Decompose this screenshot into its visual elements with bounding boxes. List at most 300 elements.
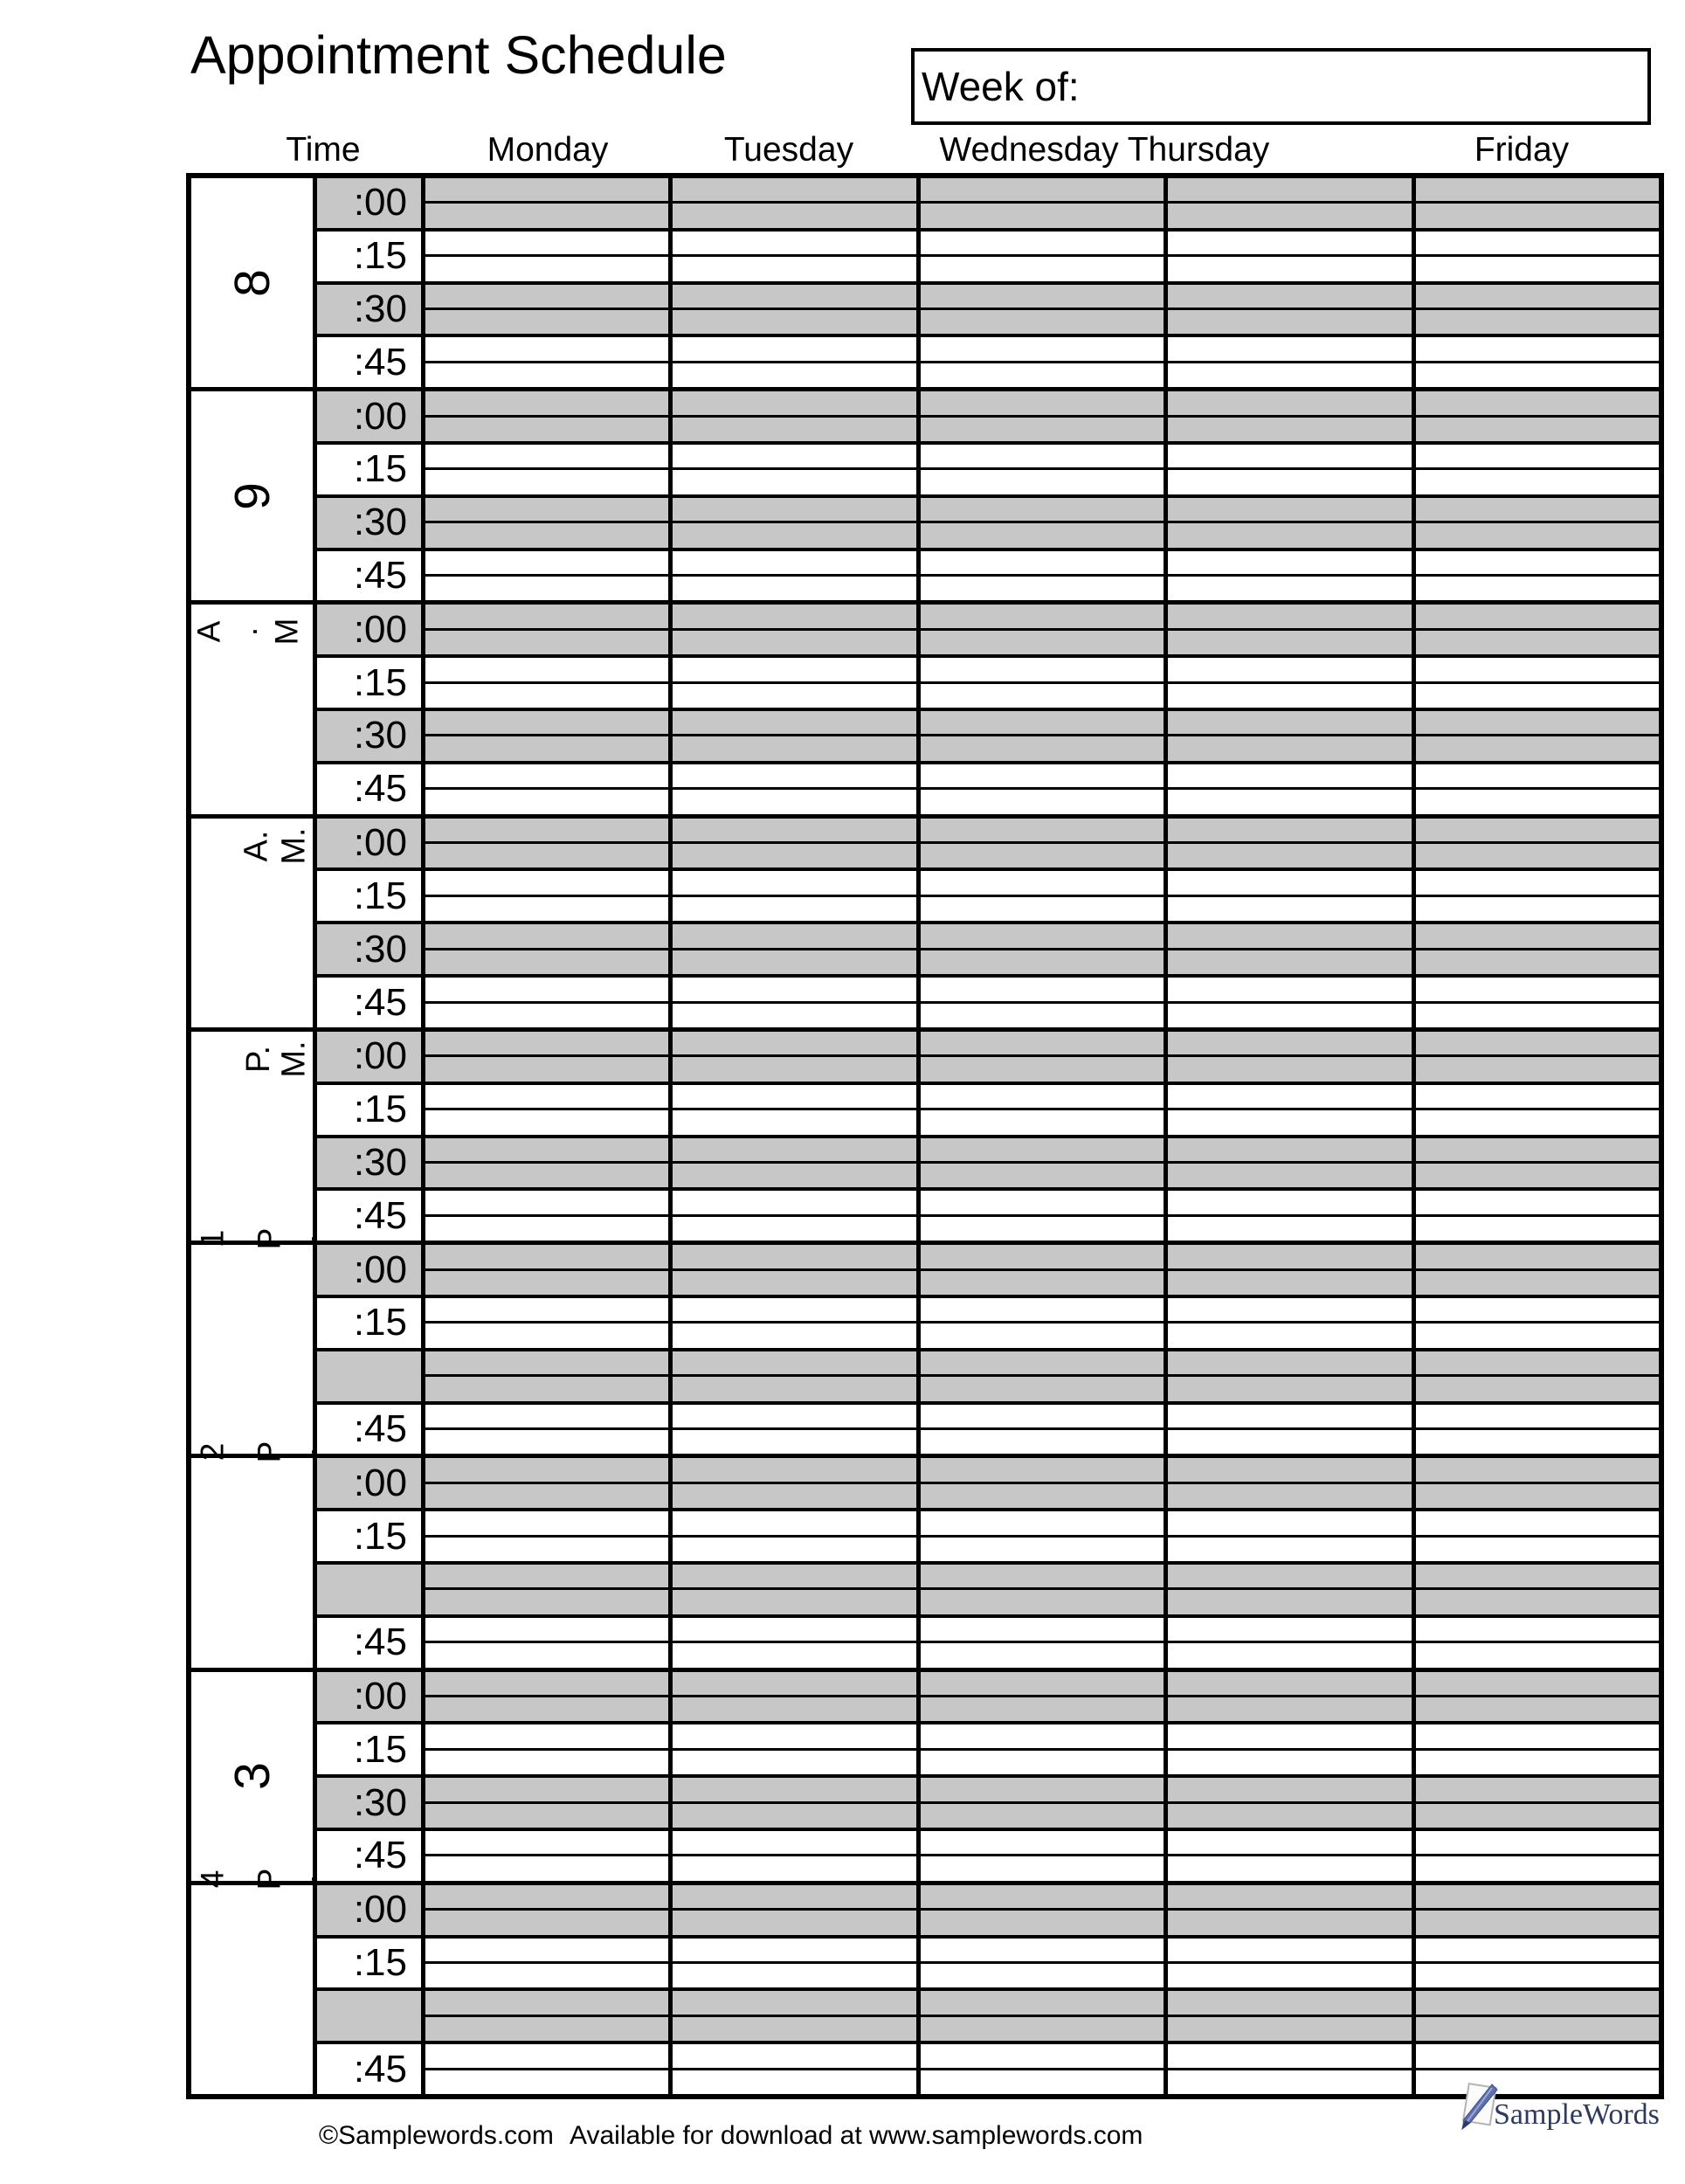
hour-block <box>191 1868 1659 2094</box>
day-cell-tuesday[interactable] <box>673 1991 920 2041</box>
day-cell-friday[interactable] <box>1416 1618 1659 1668</box>
day-cell-friday[interactable] <box>1416 764 1659 814</box>
hour-label-cell <box>191 391 317 600</box>
day-cell-monday[interactable] <box>425 1885 673 1935</box>
day-cell-thursday[interactable] <box>1168 1458 1415 1508</box>
day-cell-friday[interactable] <box>1416 1885 1659 1935</box>
time-slot-row <box>317 761 1659 814</box>
day-cell-tuesday[interactable] <box>673 978 920 1027</box>
ampm-label <box>238 822 313 871</box>
time-slot-label: :45 <box>317 2044 425 2094</box>
time-slot-row <box>317 391 1659 441</box>
day-cell-thursday[interactable] <box>1168 1618 1415 1668</box>
day-cell-friday[interactable] <box>1416 337 1659 387</box>
day-cell-tuesday[interactable] <box>673 1405 920 1455</box>
time-slot-label: :00 <box>317 605 425 654</box>
day-cell-thursday[interactable] <box>1168 1778 1415 1828</box>
day-cell-wednesday[interactable] <box>921 1991 1168 2041</box>
time-slot-row <box>317 1401 1659 1455</box>
day-cell-tuesday[interactable] <box>673 871 920 921</box>
time-slot-label: :30 <box>317 1778 425 1828</box>
day-cell-monday[interactable] <box>425 285 673 335</box>
day-cell-thursday[interactable] <box>1168 605 1415 654</box>
day-cell-thursday[interactable] <box>1168 1831 1415 1881</box>
day-cell-wednesday[interactable] <box>921 1405 1168 1455</box>
hour-label-char: P <box>250 1227 287 1250</box>
hour-label: 3 <box>224 1762 280 1790</box>
time-slot-row <box>317 1295 1659 1348</box>
hour-label-char: . <box>287 1874 323 1883</box>
day-cell-tuesday[interactable] <box>673 285 920 335</box>
time-slot-row <box>317 1987 1659 2041</box>
day-cell-thursday[interactable] <box>1168 391 1415 441</box>
week-of-label: Week of: <box>922 64 1080 109</box>
clipped-hour-label <box>191 1868 323 1896</box>
day-cell-thursday[interactable] <box>1168 551 1415 601</box>
time-slot-label: :00 <box>317 1458 425 1508</box>
day-cell-monday[interactable] <box>425 1458 673 1508</box>
day-cell-friday[interactable] <box>1416 924 1659 974</box>
samplewords-logo <box>1450 2083 1660 2133</box>
time-slot-label: :15 <box>317 445 425 494</box>
hour-label-char: M. <box>275 827 313 865</box>
day-cell-monday[interactable] <box>425 658 673 708</box>
day-cell-wednesday[interactable] <box>921 978 1168 1027</box>
column-header-tuesday: Tuesday <box>723 131 854 169</box>
day-cell-wednesday[interactable] <box>921 819 1168 868</box>
day-cell-monday[interactable] <box>425 498 673 548</box>
day-cell-wednesday[interactable] <box>921 232 1168 281</box>
day-cell-monday[interactable] <box>425 605 673 654</box>
time-slot-row <box>317 281 1659 335</box>
day-cell-friday[interactable] <box>1416 1939 1659 1988</box>
week-of-box <box>911 48 1651 125</box>
hour-label-cell <box>191 1032 317 1241</box>
day-cell-tuesday[interactable] <box>673 1565 920 1614</box>
time-slot-row <box>317 654 1659 708</box>
time-slot-label: :45 <box>317 978 425 1027</box>
day-cell-monday[interactable] <box>425 924 673 974</box>
day-cell-thursday[interactable] <box>1168 232 1415 281</box>
day-cell-wednesday[interactable] <box>921 1351 1168 1401</box>
day-cell-wednesday[interactable] <box>921 1565 1168 1614</box>
day-cell-tuesday[interactable] <box>673 1885 920 1935</box>
day-cell-friday[interactable] <box>1416 978 1659 1027</box>
day-cell-monday[interactable] <box>425 1351 673 1401</box>
column-header-friday: Friday <box>1474 131 1570 169</box>
day-cell-monday[interactable] <box>425 551 673 601</box>
day-cell-friday[interactable] <box>1416 658 1659 708</box>
day-cell-monday[interactable] <box>425 337 673 387</box>
hour-label-char: A. <box>238 830 275 862</box>
time-slot-row <box>317 1561 1659 1614</box>
day-cell-wednesday[interactable] <box>921 1032 1168 1082</box>
time-slot-label: :45 <box>317 337 425 387</box>
time-slot-label: :15 <box>317 1511 425 1561</box>
day-cell-wednesday[interactable] <box>921 1672 1168 1722</box>
time-slot-label <box>317 1565 425 1614</box>
time-slot-row <box>317 1245 1659 1295</box>
day-cell-friday[interactable] <box>1416 1565 1659 1614</box>
time-slot-label <box>317 1351 425 1401</box>
day-cell-wednesday[interactable] <box>921 337 1168 387</box>
hour-block <box>191 1227 1659 1457</box>
day-cell-monday[interactable] <box>425 391 673 441</box>
day-cell-friday[interactable] <box>1416 1672 1659 1722</box>
ampm-label <box>239 1035 313 1084</box>
page-title: Appointment Schedule <box>190 25 727 85</box>
day-cell-wednesday[interactable] <box>921 711 1168 761</box>
day-cell-monday[interactable] <box>425 232 673 281</box>
day-cell-wednesday[interactable] <box>921 605 1168 654</box>
time-slot-label: :30 <box>317 285 425 335</box>
day-cell-thursday[interactable] <box>1168 1405 1415 1455</box>
hour-block <box>191 600 1659 813</box>
day-cell-wednesday[interactable] <box>921 1511 1168 1561</box>
day-cell-wednesday[interactable] <box>921 498 1168 548</box>
column-header-thursday: Thursday <box>1127 131 1270 169</box>
day-cell-wednesday[interactable] <box>921 1831 1168 1881</box>
day-cell-friday[interactable] <box>1416 711 1659 761</box>
day-cell-thursday[interactable] <box>1168 1565 1415 1614</box>
day-cell-monday[interactable] <box>425 819 673 868</box>
day-cell-tuesday[interactable] <box>673 819 920 868</box>
day-cell-monday[interactable] <box>425 1939 673 1988</box>
day-cell-thursday[interactable] <box>1168 711 1415 761</box>
day-cell-friday[interactable] <box>1416 551 1659 601</box>
day-cell-tuesday[interactable] <box>673 764 920 814</box>
day-cell-thursday[interactable] <box>1168 1885 1415 1935</box>
time-slot-row <box>317 1721 1659 1774</box>
day-cell-tuesday[interactable] <box>673 1724 920 1774</box>
day-cell-thursday[interactable] <box>1168 1511 1415 1561</box>
hour-label-cell <box>191 1441 323 1667</box>
time-slot-row <box>317 867 1659 921</box>
day-cell-tuesday[interactable] <box>673 1138 920 1188</box>
day-cell-wednesday[interactable] <box>921 1245 1168 1295</box>
time-slot-label: :45 <box>317 1405 425 1455</box>
hour-block <box>191 387 1659 600</box>
day-cell-thursday[interactable] <box>1168 178 1415 228</box>
day-cell-tuesday[interactable] <box>673 1191 920 1241</box>
day-cell-friday[interactable] <box>1416 1138 1659 1188</box>
time-slot-row <box>317 178 1659 228</box>
time-slot-row <box>317 1032 1659 1082</box>
day-cell-thursday[interactable] <box>1168 1298 1415 1348</box>
hour-label-cell <box>191 1227 323 1454</box>
day-cell-tuesday[interactable] <box>673 337 920 387</box>
day-cell-wednesday[interactable] <box>921 445 1168 494</box>
day-cell-monday[interactable] <box>425 1405 673 1455</box>
hour-label-cell <box>191 178 317 387</box>
day-cell-monday[interactable] <box>425 1085 673 1135</box>
day-cell-wednesday[interactable] <box>921 1191 1168 1241</box>
day-cell-monday[interactable] <box>425 1511 673 1561</box>
ampm-label <box>190 608 305 655</box>
day-cell-thursday[interactable] <box>1168 1032 1415 1082</box>
day-cell-wednesday[interactable] <box>921 1298 1168 1348</box>
day-cell-tuesday[interactable] <box>673 1831 920 1881</box>
hour-label-char: A <box>190 621 227 643</box>
day-cell-monday[interactable] <box>425 764 673 814</box>
time-slot-row <box>317 548 1659 601</box>
day-cell-tuesday[interactable] <box>673 2044 920 2094</box>
day-cell-tuesday[interactable] <box>673 924 920 974</box>
day-cell-monday[interactable] <box>425 1991 673 2041</box>
day-cell-tuesday[interactable] <box>673 605 920 654</box>
day-cell-friday[interactable] <box>1416 1511 1659 1561</box>
day-cell-tuesday[interactable] <box>673 498 920 548</box>
copyright-text: ©Samplewords.com <box>319 2121 554 2150</box>
day-cell-thursday[interactable] <box>1168 978 1415 1027</box>
time-slot-row <box>317 1508 1659 1561</box>
day-cell-thursday[interactable] <box>1168 1351 1415 1401</box>
day-cell-wednesday[interactable] <box>921 871 1168 921</box>
hour-label-char: . <box>228 627 265 637</box>
day-cell-wednesday[interactable] <box>921 551 1168 601</box>
day-cell-monday[interactable] <box>425 1245 673 1295</box>
day-cell-thursday[interactable] <box>1168 445 1415 494</box>
time-slot-label: :45 <box>317 764 425 814</box>
day-cell-thursday[interactable] <box>1168 1138 1415 1188</box>
day-cell-monday[interactable] <box>425 1191 673 1241</box>
hour-block <box>191 1441 1659 1667</box>
time-slot-label: :15 <box>317 1298 425 1348</box>
day-cell-wednesday[interactable] <box>921 2044 1168 2094</box>
hour-block <box>191 814 1659 1027</box>
time-slot-row <box>317 441 1659 494</box>
time-slot-row <box>317 1672 1659 1722</box>
day-cell-tuesday[interactable] <box>673 1778 920 1828</box>
time-slot-row <box>317 334 1659 387</box>
day-cell-thursday[interactable] <box>1168 1939 1415 1988</box>
day-cell-friday[interactable] <box>1416 1245 1659 1295</box>
day-cell-monday[interactable] <box>425 178 673 228</box>
day-cell-monday[interactable] <box>425 871 673 921</box>
time-slot-row <box>317 708 1659 761</box>
day-cell-tuesday[interactable] <box>673 445 920 494</box>
time-slot-label <box>317 1991 425 2041</box>
day-cell-friday[interactable] <box>1416 1458 1659 1508</box>
time-slot-label: :00 <box>317 391 425 441</box>
day-cell-monday[interactable] <box>425 978 673 1027</box>
day-cell-thursday[interactable] <box>1168 1724 1415 1774</box>
day-cell-friday[interactable] <box>1416 285 1659 335</box>
day-cell-tuesday[interactable] <box>673 658 920 708</box>
day-cell-friday[interactable] <box>1416 1724 1659 1774</box>
day-cell-thursday[interactable] <box>1168 871 1415 921</box>
time-slot-label: :15 <box>317 871 425 921</box>
day-cell-monday[interactable] <box>425 1618 673 1668</box>
day-cell-tuesday[interactable] <box>673 1511 920 1561</box>
time-slot-label: :00 <box>317 1885 425 1935</box>
hour-label-char: . <box>287 1234 323 1244</box>
time-slot-row <box>317 1135 1659 1188</box>
day-cell-monday[interactable] <box>425 1565 673 1614</box>
day-cell-monday[interactable] <box>425 1298 673 1348</box>
day-cell-friday[interactable] <box>1416 1298 1659 1348</box>
hour-block <box>191 1668 1659 1881</box>
day-cell-wednesday[interactable] <box>921 391 1168 441</box>
day-cell-monday[interactable] <box>425 711 673 761</box>
time-slot-row <box>317 974 1659 1027</box>
day-cell-friday[interactable] <box>1416 178 1659 228</box>
time-slot-label: :00 <box>317 1245 425 1295</box>
day-cell-friday[interactable] <box>1416 445 1659 494</box>
day-cell-monday[interactable] <box>425 1778 673 1828</box>
day-cell-thursday[interactable] <box>1168 819 1415 868</box>
time-slot-label: :00 <box>317 1672 425 1722</box>
time-slot-row <box>317 1187 1659 1241</box>
time-slot-row <box>317 1774 1659 1828</box>
day-cell-thursday[interactable] <box>1168 1672 1415 1722</box>
day-cell-friday[interactable] <box>1416 1831 1659 1881</box>
column-header-time: Time <box>286 131 361 169</box>
day-cell-friday[interactable] <box>1416 605 1659 654</box>
day-cell-wednesday[interactable] <box>921 178 1168 228</box>
day-cell-wednesday[interactable] <box>921 285 1168 335</box>
day-cell-tuesday[interactable] <box>673 391 920 441</box>
day-cell-wednesday[interactable] <box>921 764 1168 814</box>
time-slot-row <box>317 1458 1659 1508</box>
day-cell-thursday[interactable] <box>1168 764 1415 814</box>
time-slot-label: :15 <box>317 1939 425 1988</box>
day-cell-tuesday[interactable] <box>673 711 920 761</box>
day-cell-wednesday[interactable] <box>921 1458 1168 1508</box>
hour-label-cell <box>191 1672 317 1881</box>
time-slot-label: :45 <box>317 1618 425 1668</box>
time-slot-label: :15 <box>317 232 425 281</box>
day-cell-friday[interactable] <box>1416 1191 1659 1241</box>
day-cell-tuesday[interactable] <box>673 1351 920 1401</box>
day-cell-tuesday[interactable] <box>673 1618 920 1668</box>
time-slot-label: :00 <box>317 1032 425 1082</box>
time-slot-label: :30 <box>317 711 425 761</box>
week-of-input[interactable] <box>1080 52 1647 121</box>
time-slot-label: :45 <box>317 551 425 601</box>
time-slot-label: :30 <box>317 1138 425 1188</box>
column-header-wednesday: Wednesday <box>939 131 1119 169</box>
hour-label-char: . <box>287 1448 323 1457</box>
day-cell-tuesday[interactable] <box>673 1672 920 1722</box>
hour-label-cell <box>191 819 317 1027</box>
time-slot-label: :30 <box>317 924 425 974</box>
download-note: Available for download at www.samplewords.com <box>570 2121 1143 2150</box>
time-slot-row <box>317 1348 1659 1401</box>
day-cell-wednesday[interactable] <box>921 1085 1168 1135</box>
time-slot-row <box>317 1828 1659 1881</box>
day-cell-thursday[interactable] <box>1168 1245 1415 1295</box>
hour-label-cell <box>191 605 317 813</box>
time-slot-label: :00 <box>317 178 425 228</box>
day-cell-tuesday[interactable] <box>673 1939 920 1988</box>
day-cell-monday[interactable] <box>425 2044 673 2094</box>
time-slot-row <box>317 1082 1659 1135</box>
day-cell-wednesday[interactable] <box>921 1618 1168 1668</box>
day-cell-monday[interactable] <box>425 1724 673 1774</box>
day-cell-thursday[interactable] <box>1168 2044 1415 2094</box>
time-slot-row <box>317 494 1659 548</box>
day-cell-friday[interactable] <box>1416 1032 1659 1082</box>
time-slot-label: :45 <box>317 1831 425 1881</box>
time-slot-row <box>317 819 1659 868</box>
day-cell-tuesday[interactable] <box>673 178 920 228</box>
hour-label-char: 2 <box>194 1443 231 1462</box>
clipped-hour-label <box>191 1227 323 1255</box>
day-cell-tuesday[interactable] <box>673 1032 920 1082</box>
day-cell-tuesday[interactable] <box>673 232 920 281</box>
day-cell-friday[interactable] <box>1416 871 1659 921</box>
day-cell-tuesday[interactable] <box>673 1085 920 1135</box>
day-cell-friday[interactable] <box>1416 391 1659 441</box>
day-cell-thursday[interactable] <box>1168 1085 1415 1135</box>
day-cell-friday[interactable] <box>1416 498 1659 548</box>
time-slot-label: :00 <box>317 819 425 868</box>
time-slot-row <box>317 1614 1659 1668</box>
day-cell-monday[interactable] <box>425 445 673 494</box>
day-cell-friday[interactable] <box>1416 1351 1659 1401</box>
day-cell-tuesday[interactable] <box>673 1245 920 1295</box>
day-cell-friday[interactable] <box>1416 232 1659 281</box>
hour-label-char: 1 <box>194 1229 231 1248</box>
hour-label-char: P. <box>239 1046 277 1074</box>
day-cell-friday[interactable] <box>1416 1778 1659 1828</box>
schedule-table <box>186 173 1664 2099</box>
hour-label: 9 <box>224 481 280 510</box>
day-cell-wednesday[interactable] <box>921 1778 1168 1828</box>
hour-label-char: M. <box>275 1040 313 1078</box>
hour-label-char: P <box>250 1441 287 1463</box>
day-cell-thursday[interactable] <box>1168 924 1415 974</box>
day-cell-monday[interactable] <box>425 1032 673 1082</box>
day-cell-thursday[interactable] <box>1168 1191 1415 1241</box>
time-slot-label: :30 <box>317 498 425 548</box>
day-cell-monday[interactable] <box>425 1672 673 1722</box>
hour-label-cell <box>191 1868 323 2094</box>
time-slot-row <box>317 605 1659 654</box>
day-cell-monday[interactable] <box>425 1138 673 1188</box>
day-cell-thursday[interactable] <box>1168 337 1415 387</box>
time-slot-label: :15 <box>317 658 425 708</box>
day-cell-wednesday[interactable] <box>921 658 1168 708</box>
hour-block <box>191 1027 1659 1244</box>
day-cell-wednesday[interactable] <box>921 1138 1168 1188</box>
day-cell-wednesday[interactable] <box>921 1724 1168 1774</box>
day-cell-tuesday[interactable] <box>673 1458 920 1508</box>
day-cell-friday[interactable] <box>1416 819 1659 868</box>
day-cell-friday[interactable] <box>1416 1085 1659 1135</box>
time-slot-label: :15 <box>317 1085 425 1135</box>
day-cell-thursday[interactable] <box>1168 1991 1415 2041</box>
time-slot-row <box>317 921 1659 974</box>
day-cell-wednesday[interactable] <box>921 924 1168 974</box>
day-cell-tuesday[interactable] <box>673 1298 920 1348</box>
day-cell-wednesday[interactable] <box>921 1885 1168 1935</box>
day-cell-wednesday[interactable] <box>921 1939 1168 1988</box>
day-cell-friday[interactable] <box>1416 1405 1659 1455</box>
day-cell-friday[interactable] <box>1416 1991 1659 2041</box>
column-header-monday: Monday <box>487 131 609 169</box>
time-slot-label: :15 <box>317 1724 425 1774</box>
day-cell-tuesday[interactable] <box>673 551 920 601</box>
time-slot-row <box>317 228 1659 281</box>
day-cell-monday[interactable] <box>425 1831 673 1881</box>
day-cell-thursday[interactable] <box>1168 498 1415 548</box>
day-cell-thursday[interactable] <box>1168 658 1415 708</box>
day-cell-thursday[interactable] <box>1168 285 1415 335</box>
time-slot-row <box>317 1885 1659 1935</box>
hour-label-char: P <box>250 1868 287 1890</box>
